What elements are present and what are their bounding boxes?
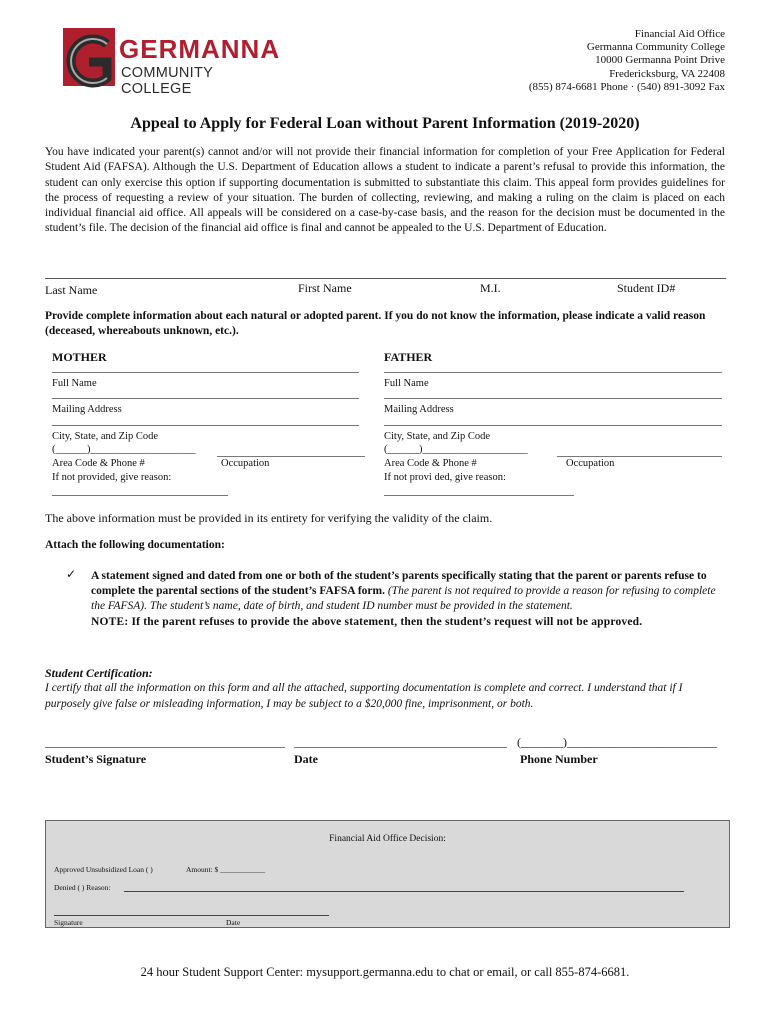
student-signature-label: Student’s Signature bbox=[45, 752, 147, 766]
father-phone-label: Area Code & Phone # bbox=[384, 458, 477, 469]
father-city-field[interactable] bbox=[384, 425, 722, 426]
student-id-label: Student ID# bbox=[617, 281, 676, 295]
attach-item-statement: A statement signed and dated from one or both of the student’s parents specifically stating that the parent or parents refuse to complete the parental sections of the student’s FAFSA form. bbox=[91, 570, 707, 597]
mother-full-name-label: Full Name bbox=[52, 378, 97, 389]
checkmark-icon: ✓ bbox=[66, 567, 77, 581]
college-name: Germanna Community College bbox=[586, 41, 725, 54]
office-name: Financial Aid Office bbox=[634, 28, 725, 40]
student-name-line[interactable] bbox=[45, 278, 726, 279]
mother-phone-field[interactable]: (______)____________________ bbox=[52, 444, 196, 455]
mother-reason-label: If not provided, give reason: bbox=[52, 472, 172, 483]
mother-heading: MOTHER bbox=[52, 350, 107, 364]
street-address: 10000 Germanna Point Drive bbox=[595, 54, 725, 67]
intro-paragraph: You have indicated your parent(s) cannot and/or will not provide their financial information for completion of your Free Application for Federal Student Aid (FAFSA). Although the U.S. Department of Education allows a student to indicate a parent’s refusal to provide this information, the student can only exercise this option if supporting documentation is submitted to substantiate this claim. This appeal form provides guidelines for the process of requesting a review of your situation. The burden of collecting, reviewing, and making a ruling on the claim is placed on each individual financial aid office. All appeals will be considered on a case-by-case basis, and the reason for the decision must be documented in the student’s file. The decision of the financial aid office is final and cannot be appealed to the U.S. Department of Education. bbox=[45, 146, 725, 235]
phone-fax: (855) 874-6681 Phone · (540) 891-3092 Fax bbox=[528, 80, 725, 93]
college-logo bbox=[55, 28, 285, 98]
father-name-field[interactable] bbox=[384, 372, 722, 373]
entirety-note: The above information must be provided in its entirety for verifying the validity of the claim. bbox=[45, 511, 493, 525]
city-address: Fredericksburg, VA 22408 bbox=[609, 67, 725, 80]
mother-phone-label: Area Code & Phone # bbox=[52, 458, 145, 469]
father-address-field[interactable] bbox=[384, 398, 722, 399]
father-mailing-label: Mailing Address bbox=[384, 404, 454, 415]
decision-title: Financial Aid Office Decision: bbox=[329, 834, 446, 844]
certification-heading: Student Certification: bbox=[45, 666, 153, 680]
certification-text: I certify that all the information on this form and all the attached, supporting documentation is complete and correct. I understand that if I purposely give false or misleading information, I may be subject to a $20,000 fine, imprisonment, or both. bbox=[45, 682, 683, 710]
mother-occupation-field[interactable] bbox=[217, 456, 365, 457]
logo-wordmark: GERMANNA bbox=[119, 34, 281, 64]
approved-checkbox[interactable]: Approved Unsubsidized Loan ( ) bbox=[54, 865, 153, 874]
last-name-label: Last Name bbox=[45, 283, 98, 297]
phone-number-field[interactable]: (_______)_________________________ bbox=[517, 735, 717, 749]
father-city-label: City, State, and Zip Code bbox=[384, 431, 491, 442]
phone-number-label: Phone Number bbox=[520, 752, 598, 766]
mother-city-label: City, State, and Zip Code bbox=[52, 431, 159, 442]
mother-city-field[interactable] bbox=[52, 425, 359, 426]
attach-heading: Attach the following documentation: bbox=[45, 539, 225, 551]
attach-note: NOTE: If the parent refuses to provide the above statement, then the student’s request will not be approved. bbox=[91, 616, 643, 628]
father-occupation-label: Occupation bbox=[566, 458, 615, 469]
mother-reason-field[interactable] bbox=[52, 495, 228, 496]
father-occupation-field[interactable] bbox=[557, 456, 722, 457]
father-phone-field[interactable]: (______)____________________ bbox=[384, 444, 528, 455]
mother-address-field[interactable] bbox=[52, 398, 359, 399]
mother-mailing-label: Mailing Address bbox=[52, 404, 122, 415]
amount-field[interactable]: Amount: $ ____________ bbox=[186, 865, 266, 874]
father-full-name-label: Full Name bbox=[384, 378, 429, 389]
office-address bbox=[529, 28, 725, 94]
office-decision-box bbox=[45, 820, 730, 928]
logo-subtitle: COMMUNITY COLLEGE bbox=[121, 65, 213, 97]
office-signature-field[interactable] bbox=[54, 915, 329, 916]
reason-field[interactable] bbox=[124, 891, 684, 892]
attach-item bbox=[91, 569, 726, 630]
first-name-label: First Name bbox=[298, 281, 352, 295]
mother-name-field[interactable] bbox=[52, 372, 359, 373]
parent-instructions: Provide complete information about each natural or adopted parent. If you do not know the information, please indicate a valid reason (deceased, whereabouts unknown, etc.). bbox=[45, 310, 706, 337]
support-footer: 24 hour Student Support Center: mysupport.germanna.edu to chat or email, or call 855-874-6681. bbox=[140, 965, 630, 979]
attach-item-detail: (The parent is not required to provide a reason for refusing to complete the FAFSA). The student’s name, date of birth, and student ID number must be provided in the statement. bbox=[91, 585, 716, 612]
father-reason-label: If not provi ded, give reason: bbox=[384, 472, 506, 483]
denied-checkbox[interactable]: Denied ( ) Reason: bbox=[54, 883, 111, 892]
mother-occupation-label: Occupation bbox=[221, 458, 270, 469]
office-date-label: Date bbox=[226, 918, 241, 927]
father-heading: FATHER bbox=[384, 350, 433, 364]
student-signature-field[interactable] bbox=[45, 747, 285, 748]
date-label: Date bbox=[294, 752, 318, 766]
father-reason-field[interactable] bbox=[384, 495, 574, 496]
mi-label: M.I. bbox=[480, 281, 501, 295]
date-field[interactable] bbox=[294, 747, 507, 748]
office-signature-label: Signature bbox=[54, 918, 83, 927]
form-title: Appeal to Apply for Federal Loan without Parent Information (2019-2020) bbox=[130, 115, 640, 132]
